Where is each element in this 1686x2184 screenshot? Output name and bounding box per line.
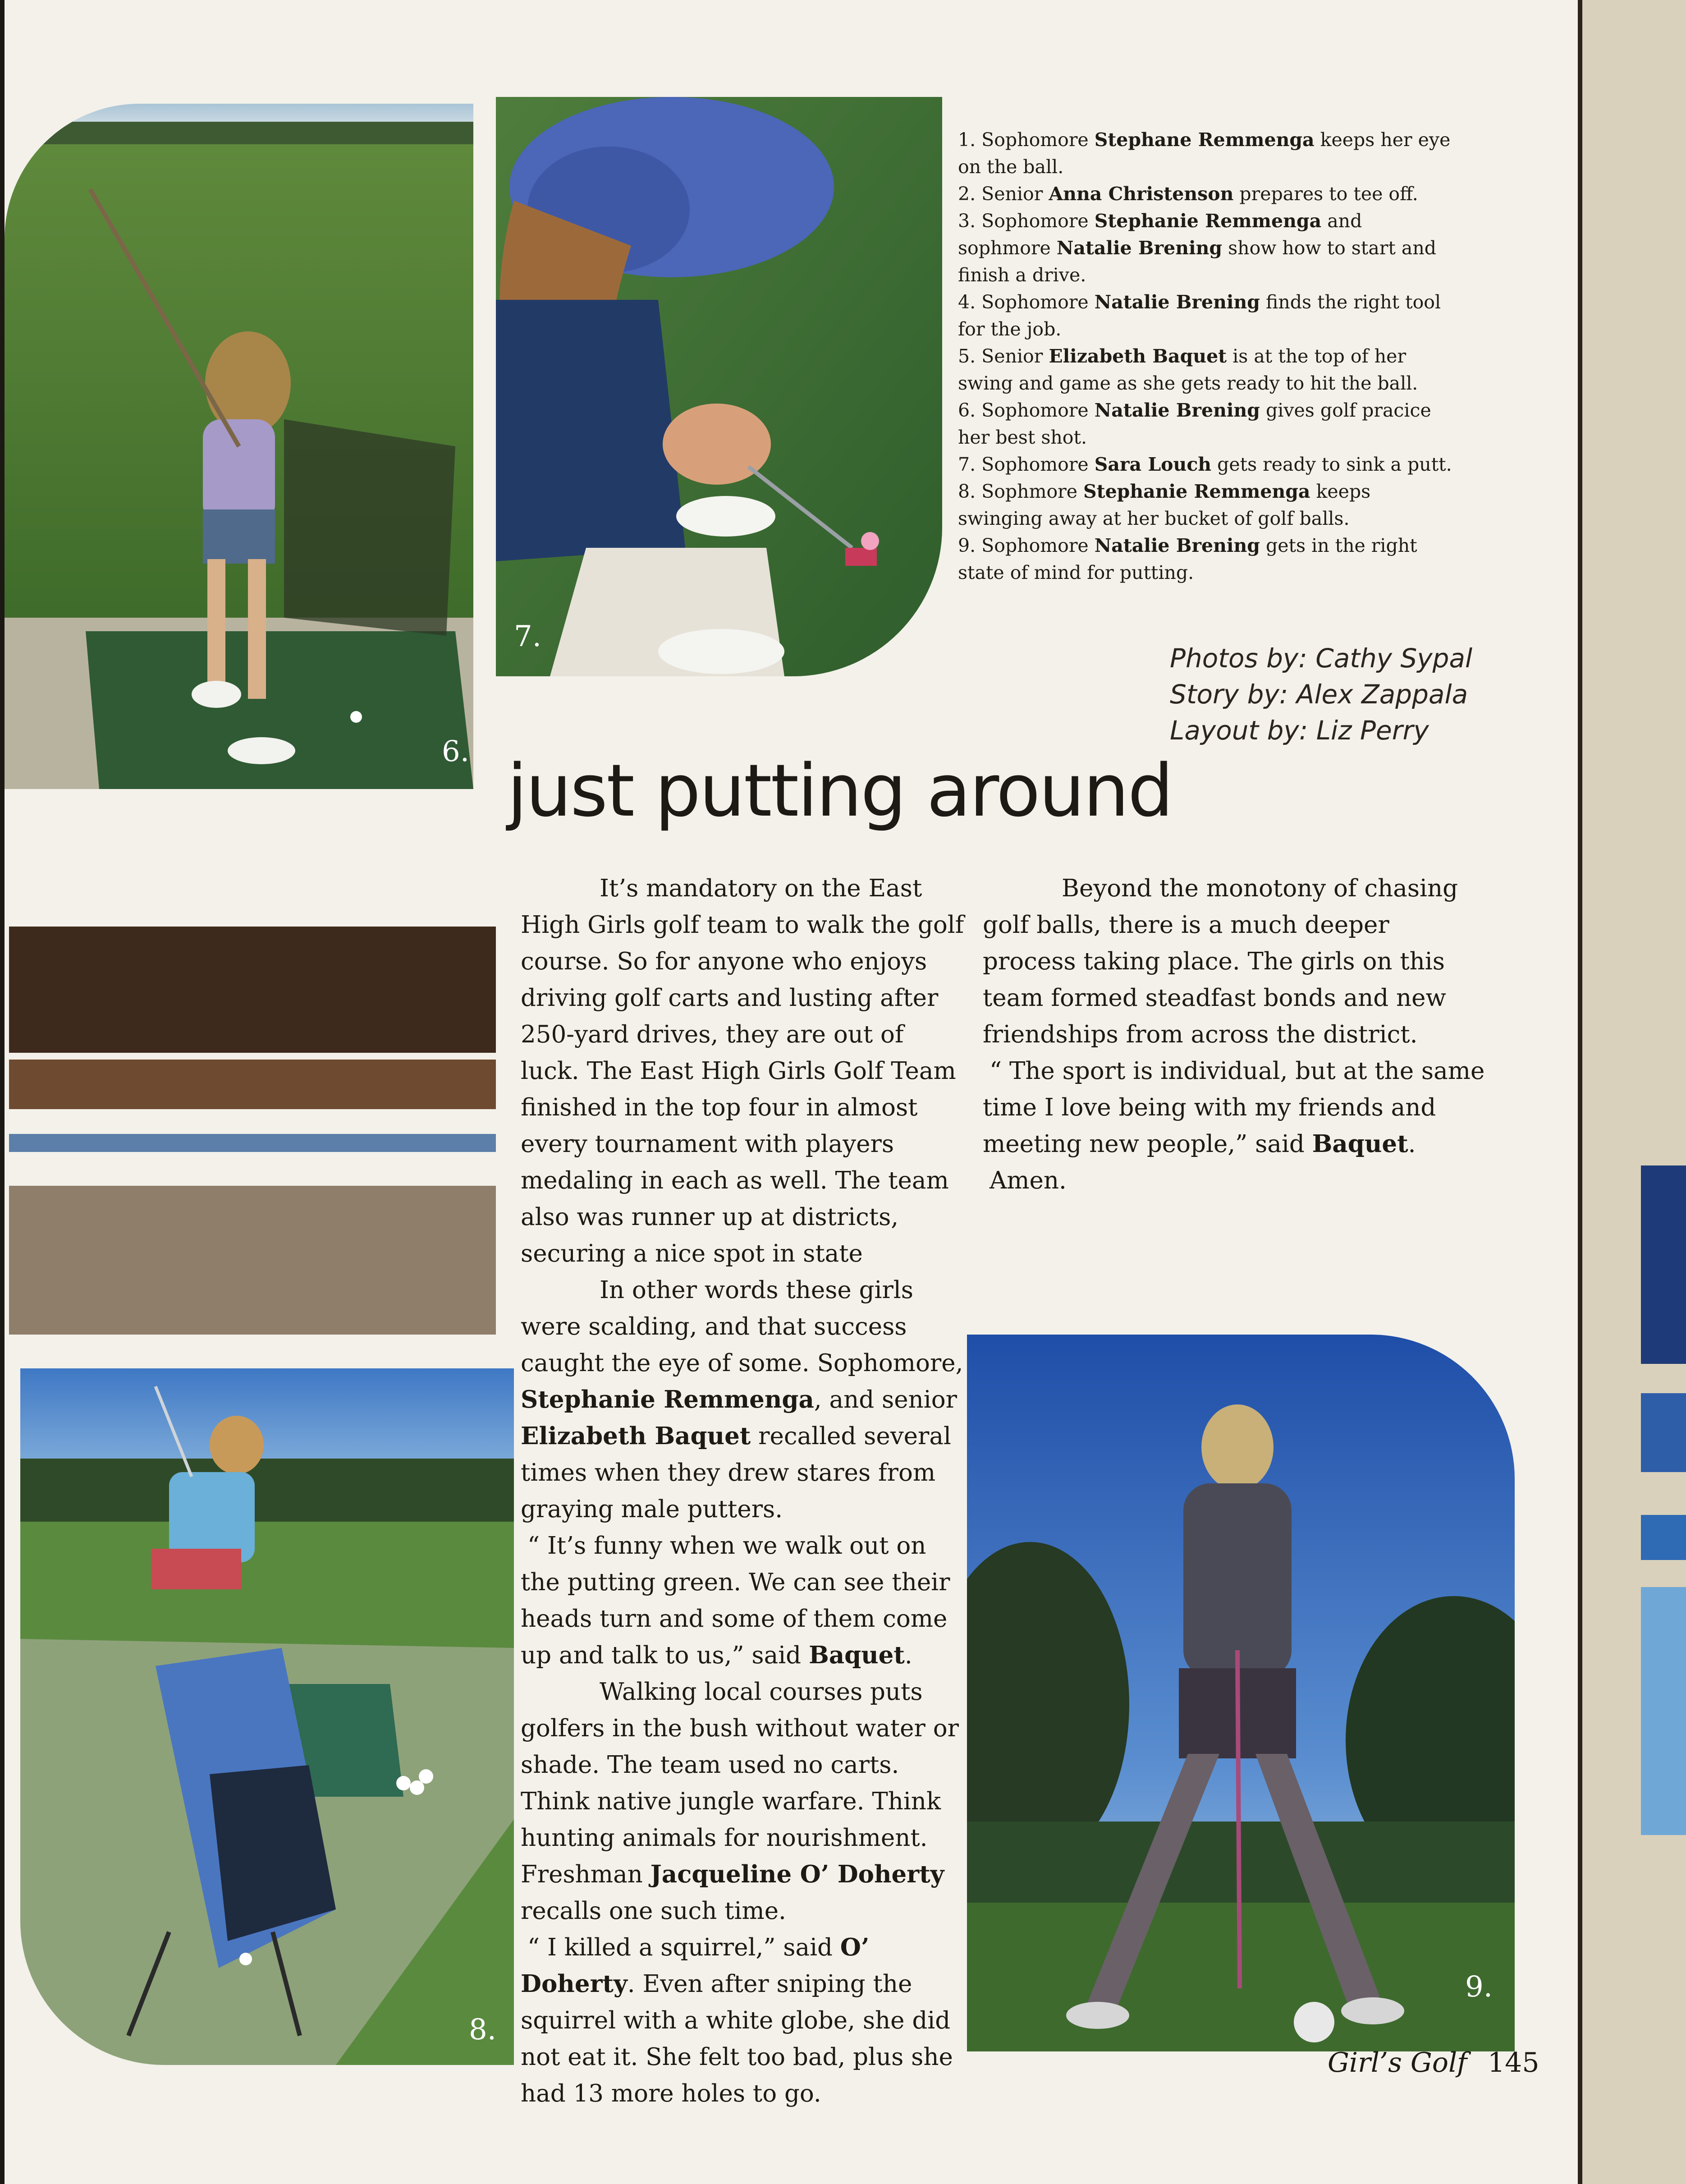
cover-stripe-mid-blue bbox=[1641, 1515, 1686, 1560]
page-paper bbox=[5, 0, 1582, 2184]
caption-6: 6. Sophomore Natalie Brening gives golf pracice her best shot. bbox=[958, 399, 1431, 448]
story-column-1 bbox=[521, 870, 967, 2112]
photo-9-number: 9. bbox=[1465, 1970, 1493, 2004]
story-quote-3: “ The sport is individual, but at the same time I love being with my friends and meeting new people,” said Baquet. bbox=[983, 1057, 1485, 1158]
photo-7-number: 7. bbox=[514, 620, 542, 653]
photo-8-number: 8. bbox=[469, 2013, 497, 2046]
stripe-brown bbox=[9, 1060, 496, 1109]
stripe-blue bbox=[9, 1134, 496, 1152]
caption-2: 2. Senior Anna Christenson prepares to tee off. bbox=[958, 183, 1418, 205]
story-quote-1: “ It’s funny when we walk out on the putting green. We can see their heads turn and some of them come up and talk to us,” said Baquet. bbox=[521, 1532, 950, 1669]
photo-captions bbox=[958, 126, 1458, 586]
story-column-2 bbox=[983, 870, 1488, 1199]
story-paragraph-3: Walking local courses puts golfers in the bush without water or shade. The team used no carts. Think native jungle warfare. Think hunting animals for nourishment. Freshman Jacqueline O’ Doherty recalls one such time. bbox=[521, 1678, 959, 1925]
footer-page-number: 145 bbox=[1488, 2047, 1539, 2078]
story-headline: just putting around bbox=[507, 748, 1173, 833]
photo-6-driving-range bbox=[5, 104, 473, 789]
photo-8-golfer-with-bag bbox=[20, 1368, 514, 2065]
photo-7-putting-overhead bbox=[496, 97, 942, 676]
caption-4: 4. Sophomore Natalie Brening finds the right tool for the job. bbox=[958, 291, 1441, 340]
credits bbox=[1170, 640, 1485, 748]
story-paragraph-4: Beyond the monotony of chasing golf balls, there is a much deeper process taking place. The girls on this team formed steadfast bonds and new friendships from across the district. bbox=[983, 875, 1458, 1048]
story-closing: Amen. bbox=[990, 1167, 1067, 1194]
story-paragraph-2: In other words these girls were scalding, and that success caught the eye of some. Sophomore, Stephanie Remmenga, and senior Elizabeth Baquet recalled several times when they drew stares from graying male putters. bbox=[521, 1276, 963, 1523]
cover-stripe-navy bbox=[1641, 1165, 1686, 1364]
caption-7: 7. Sophomore Sara Louch gets ready to sink a putt. bbox=[958, 454, 1452, 475]
stripe-tan bbox=[9, 1186, 496, 1335]
credit-story: Story by: Alex Zappala bbox=[1170, 679, 1468, 710]
credit-photos: Photos by: Cathy Sypal bbox=[1170, 643, 1473, 674]
cover-stripe-light-blue bbox=[1641, 1587, 1686, 1835]
photo-9-golfer-silhouette bbox=[967, 1335, 1515, 2051]
caption-8: 8. Sophmore Stephanie Remmenga keeps swinging away at her bucket of golf balls. bbox=[958, 481, 1371, 529]
footer-section-title: Girl’s Golf bbox=[1328, 2047, 1467, 2078]
caption-9: 9. Sophomore Natalie Brening gets in the right state of mind for putting. bbox=[958, 535, 1417, 583]
credit-layout: Layout by: Liz Perry bbox=[1170, 715, 1429, 746]
cover-stripe-blue bbox=[1641, 1393, 1686, 1472]
stripe-dark-brown bbox=[9, 927, 496, 1053]
caption-5: 5. Senior Elizabeth Baquet is at the top of her swing and game as she gets ready to hit the ball. bbox=[958, 345, 1418, 394]
caption-3: 3. Sophomore Stephanie Remmenga and sophmore Natalie Brening show how to start and finish a drive. bbox=[958, 210, 1436, 286]
story-quote-2: “ I killed a squirrel,” said O’ Doherty. Even after sniping the squirrel with a white globe, she did not eat it. She felt too bad, plus she had 13 more holes to go. bbox=[521, 1933, 953, 2107]
story-paragraph-1: It’s mandatory on the East High Girls golf team to walk the golf course. So for anyone who enjoys driving golf carts and lusting after 250-yard drives, they are out of luck. The East High Girls Golf Team finished in the top four in almost every tournament with players medaling in each as well. The team also was runner up at districts, securing a nice spot in state bbox=[521, 875, 964, 1267]
book-cover-edge bbox=[1582, 0, 1686, 2184]
caption-1: 1. Sophomore Stephane Remmenga keeps her eye on the ball. bbox=[958, 129, 1451, 178]
photo-6-number: 6. bbox=[442, 735, 470, 768]
